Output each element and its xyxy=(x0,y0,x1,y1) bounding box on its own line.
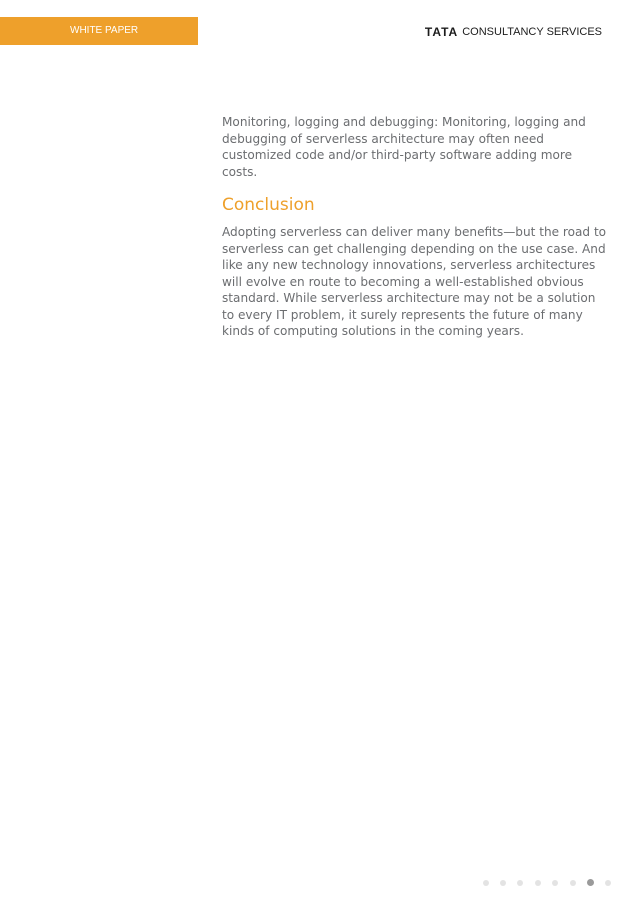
brand-mark: TATA xyxy=(424,25,459,39)
paragraph-monitoring: Monitoring, logging and debugging: Monitoring, logging and debugging of serverless architecture may often need customized code and/or third-party software adding more costs. xyxy=(222,115,586,179)
brand-logo xyxy=(425,24,602,40)
page-dot xyxy=(552,880,558,886)
page-dot xyxy=(500,880,506,886)
header-section-tab xyxy=(0,17,198,45)
page-dot-current xyxy=(587,879,594,886)
page-dot xyxy=(535,880,541,886)
paragraph-conclusion: Adopting serverless can deliver many benefits—but the road to serverless can get challenging depending on the use case. And like any new technology innovations, serverless architectures will evolve en route to becoming a well-established obvious standard. While serverless architecture may not be a solution to every IT problem, it surely represents the future of many kinds of computing solutions in the coming years. xyxy=(222,225,607,338)
page-dot xyxy=(517,880,523,886)
page-dot xyxy=(605,880,611,886)
section-label: WHITE PAPER xyxy=(70,25,139,36)
page-dot xyxy=(570,880,576,886)
conclusion-heading: Conclusion xyxy=(222,195,315,215)
brand-name: CONSULTANCY SERVICES xyxy=(462,26,602,38)
main-content xyxy=(222,114,610,340)
page-indicator xyxy=(477,879,617,887)
page-dot xyxy=(483,880,489,886)
